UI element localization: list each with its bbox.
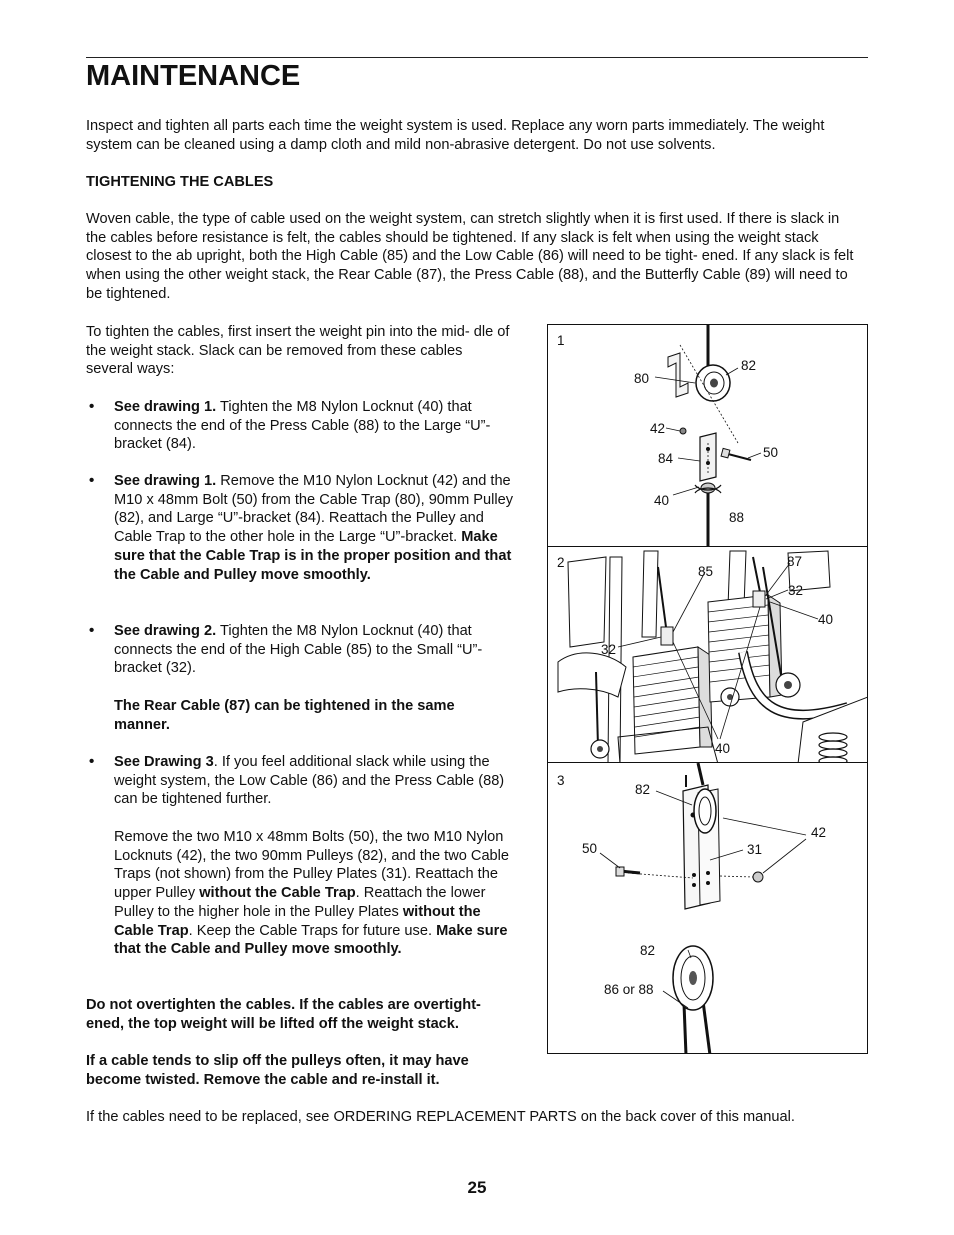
- top-rule: [86, 57, 868, 58]
- drawing-number: 1: [557, 333, 565, 348]
- bullet-text: . If you feel additional slack while using the weight system, the Low Cable (86) and the Press Cable (88) can be tightened further.: [114, 754, 505, 808]
- callout: 50: [582, 841, 598, 856]
- bullet-bold-tail: Make sure that the Cable Trap is in the proper position and that the Cable and Pulley move smoothly.: [114, 529, 512, 583]
- bullet-text: Remove the M10 Nylon Locknut (42) and the M10 x 48mm Bolt (50) from the Cable Trap (80), 90mm Pulley (82), and Large “U”-bracket (84). Reattach the Pulley and Cable Trap to the other hole in the Large “U”-bracket.: [114, 473, 514, 546]
- drawing-1: [547, 324, 868, 547]
- callout: 40: [654, 493, 670, 508]
- drawing-3: [547, 762, 868, 1054]
- callout: 42: [650, 421, 666, 436]
- bullet-3-note: The Rear Cable (87) can be tightened in the same manner.: [114, 698, 455, 733]
- callout: 42: [811, 825, 827, 840]
- page-number: 25: [467, 1178, 487, 1197]
- drawing-2: [547, 546, 868, 763]
- bullet-1: [114, 398, 514, 454]
- bullet-4: [114, 753, 509, 809]
- sub-bold: without the Cable Trap: [114, 903, 481, 939]
- callout: 50: [763, 445, 779, 460]
- callout: 88: [729, 510, 745, 525]
- callout: 80: [634, 371, 650, 386]
- sub-bold: without the Cable Trap: [199, 885, 356, 902]
- callout: 32: [788, 583, 804, 598]
- bullet-mark: •: [89, 472, 95, 489]
- bullet-lead: See drawing 1.: [114, 473, 217, 489]
- section-paragraph-2: To tighten the cables, first insert the weight pin into the mid- dle of the weight stack. Slack can be removed from these cables several ways:: [86, 324, 510, 378]
- callout: 86 or 88: [604, 982, 654, 997]
- callout: 40: [818, 612, 834, 627]
- drawing-number: 2: [557, 555, 565, 570]
- sub-text: . Reattach the lower Pulley to the higher hole in the Pulley Plates: [114, 885, 486, 920]
- drawing-1-illustration: [548, 325, 868, 547]
- bullet-lead: See Drawing 3: [114, 754, 214, 770]
- section-paragraph-1: Woven cable, the type of cable used on the weight system, can stretch slightly when it is first used. If there is slack in the cables before resistance is felt, the cables should be tightened. If any slack is felt when using the weight stack closest to the ab upright, both the High Cable (85) and the Low Cable (86) will need to be tight- ened. If any slack is felt when using the other weight stack, the Rear Cable (87), the Press Cable (88), and the Butterfly Cable (89) will need to be tightened.: [86, 211, 854, 302]
- bullet-mark: •: [89, 398, 95, 415]
- bullet-2: [114, 472, 519, 584]
- intro-paragraph: Inspect and tighten all parts each time the weight system is used. Replace any worn parts immediately. The weight system can be cleaned using a damp cloth and mild non-abrasive detergent. Do not use solvents.: [86, 118, 825, 153]
- callout: 84: [658, 451, 674, 466]
- bullet-text: Tighten the M8 Nylon Locknut (40) that connects the end of the High Cable (85) to the Small “U”- bracket (32).: [114, 623, 483, 677]
- callout: 31: [747, 842, 763, 857]
- bullet-3: [114, 622, 514, 678]
- sub-text: Remove the two M10 x 48mm Bolts (50), the two M10 Nylon Locknuts (42), the two 90mm Pulleys (82), and the two Cable Traps (not shown) from the Pulley Plates (31). Reattach the upper Pulley: [114, 829, 510, 902]
- page-title: MAINTENANCE: [86, 60, 301, 92]
- section-heading: TIGHTENING THE CABLES: [86, 174, 274, 190]
- bullet-mark: •: [89, 622, 95, 639]
- warning-overtighten: Do not overtighten the cables. If the cables are overtight- ened, the top weight will be lifted off the weight stack.: [86, 997, 481, 1032]
- callout: 82: [640, 943, 656, 958]
- callout: 87: [787, 554, 803, 569]
- callout: 40: [715, 741, 731, 756]
- bullet-lead: See drawing 1.: [114, 399, 217, 415]
- warning-twisted: If a cable tends to slip off the pulleys often, it may have become twisted. Remove the cable and re-install it.: [86, 1053, 469, 1088]
- bullet-lead: See drawing 2.: [114, 623, 217, 639]
- sub-bold: Make sure that the Cable and Pulley move smoothly.: [114, 922, 508, 958]
- callout: 82: [635, 782, 651, 797]
- sub-text: . Keep the Cable Traps for future use.: [188, 922, 437, 939]
- footer-note: If the cables need to be replaced, see ORDERING REPLACEMENT PARTS on the back cover of this manual.: [86, 1109, 795, 1125]
- drawing-2-illustration: [548, 547, 868, 763]
- callout: 85: [698, 564, 714, 579]
- drawing-number: 3: [557, 773, 565, 788]
- drawing-3-illustration: [548, 763, 868, 1054]
- bullet-text: Tighten the M8 Nylon Locknut (40) that connects the end of the Press Cable (88) to the Large “U”-bracket (84).: [114, 399, 491, 453]
- bullet-4-sub: [114, 828, 519, 959]
- callout: 82: [741, 358, 757, 373]
- callout: 32: [601, 642, 617, 657]
- bullet-mark: •: [89, 753, 95, 770]
